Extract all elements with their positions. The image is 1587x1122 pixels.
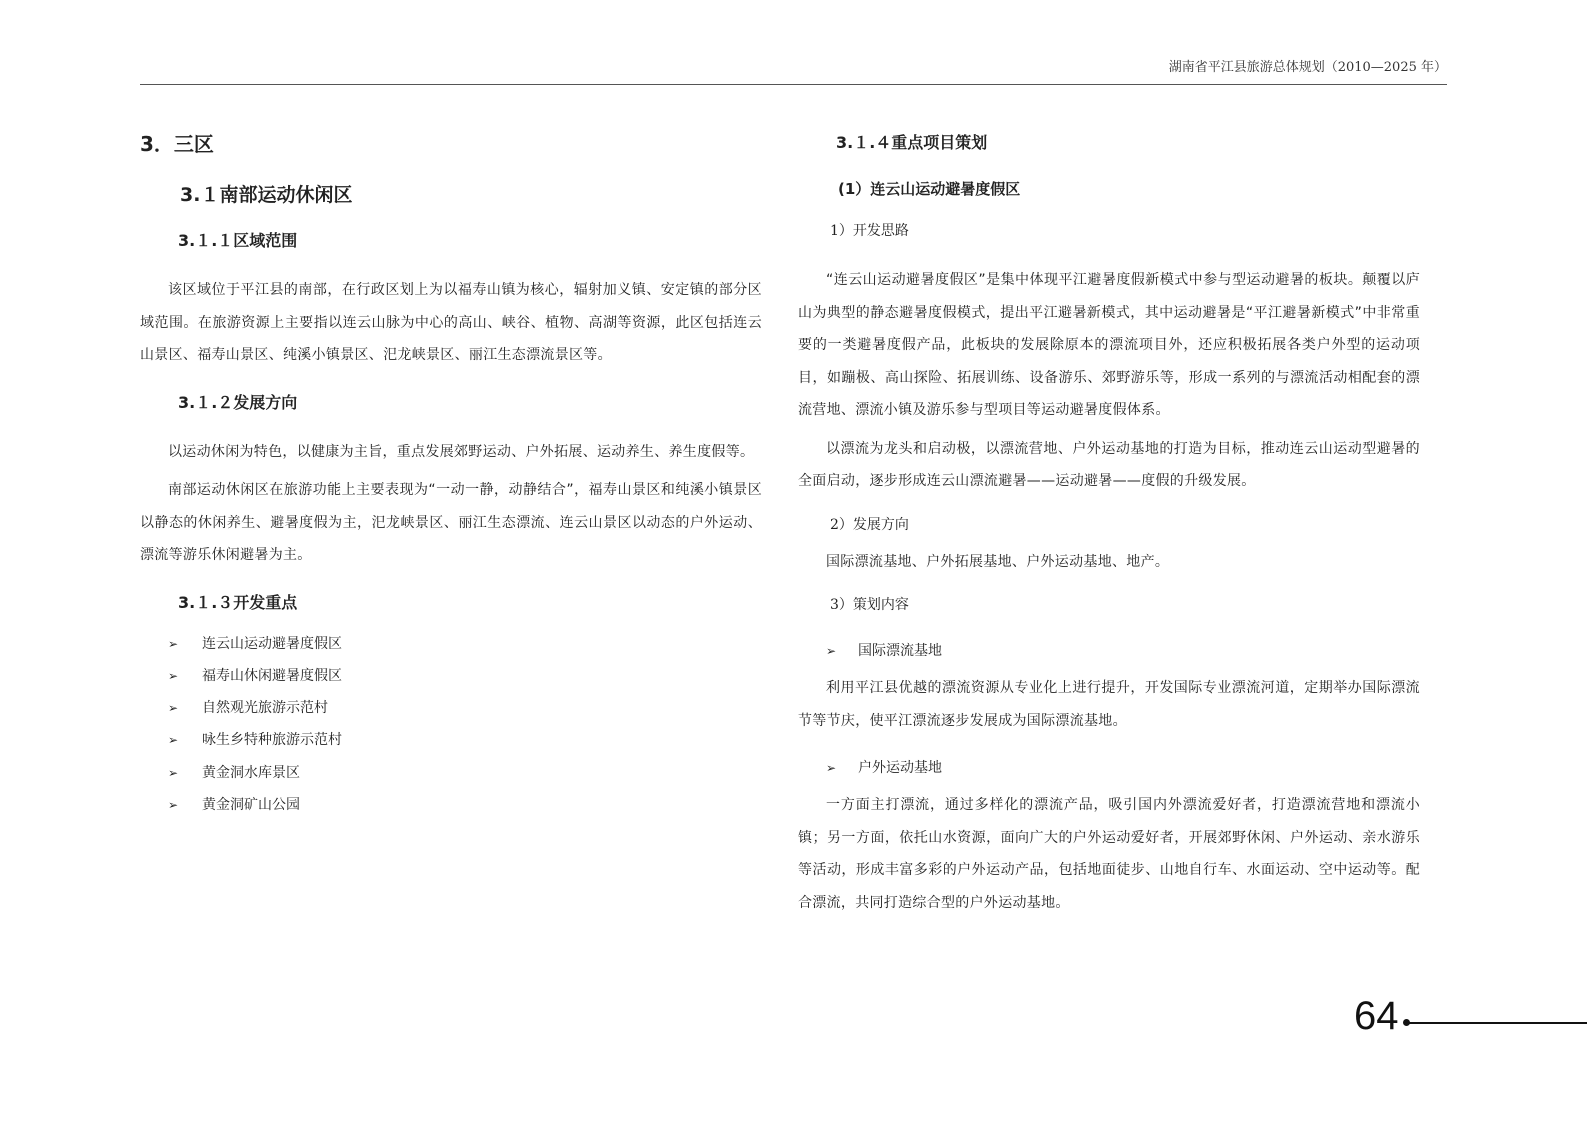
item-title-development-idea: 1）开发思路 — [830, 223, 909, 239]
subsection-title: 3.１南部运动休闲区 — [180, 184, 353, 206]
document-header-title: 湖南省平江县旅游总体规划（2010—2025 年） — [1168, 60, 1447, 75]
paragraph-direction: 国际漂流基地、户外拓展基地、户外运动基地、地产。 — [826, 553, 1170, 570]
section-title: 3．三区 — [140, 132, 214, 156]
paragraph-region-scope: 该区域位于平江县的南部，在行政区划上为以福寿山镇为核心，辐射加义镇、安定镇的部分区域范围。在旅游资源上主要指以连云山脉为中心的高山、峡谷、植物、高湖等资源，此区包括连云山景区、福寿山景区、纯溪小镇景区、汜龙峡景区、丽江生态漂流景区等。 — [140, 282, 762, 363]
arrow-bullet-icon: ➢ — [826, 761, 837, 775]
paragraph-development-idea-2: 以漂流为龙头和启动极，以漂流营地、户外运动基地的打造为目标，推动连云山运动型避暑的全面启动，逐步形成连云山漂流避暑——运动避暑——度假的升级发展。 — [798, 440, 1420, 489]
arrow-bullet-icon: ➢ — [168, 797, 179, 812]
paragraph-development-idea-1: “连云山运动避暑度假区”是集中体现平江避暑度假新模式中参与型运动避暑的板块。颠覆以庐山为典型的静态避暑度假模式，提出平江避暑新模式，其中运动避暑是“平江避暑新模式”中非常重要的一类避暑度假产品，此板块的发展除原本的漂流项目外，还应积极拓展各类户外型的运动项目，如蹦极、高山探险、拓展训练、设备游乐、郊野游乐等，形成一系列的与漂流活动相配套的漂流营地、漂流小镇及游乐参与型项目等运动避暑度假体系。 — [798, 272, 1420, 418]
list-item: ➢ 黄金洞水库景区 — [140, 757, 762, 789]
paragraph-international-rafting: 利用平江县优越的漂流资源从专业化上进行提升，开发国际专业漂流河道，定期举办国际漂流节等节庆，使平江漂流逐步发展成为国际漂流基地。 — [798, 680, 1420, 729]
list-item: ➢ 黄金洞矿山公园 — [140, 789, 762, 821]
arrow-bullet-icon: ➢ — [826, 644, 837, 658]
page-number: 64 — [1354, 994, 1399, 1038]
sub-item-international-rafting: ➢ 国际漂流基地 — [798, 636, 1420, 666]
arrow-bullet-icon: ➢ — [168, 636, 179, 651]
arrow-bullet-icon: ➢ — [168, 765, 179, 780]
sub-item-outdoor-base: ➢ 户外运动基地 — [798, 753, 1420, 783]
page-number-rule — [1406, 1022, 1587, 1024]
project-title: (1）连云山运动避暑度假区 — [838, 180, 1021, 198]
right-column — [798, 118, 1420, 919]
arrow-bullet-icon: ➢ — [168, 733, 179, 748]
heading-3-1-3: 3.１.３开发重点 — [178, 592, 298, 612]
arrow-bullet-icon: ➢ — [168, 701, 179, 716]
list-item: ➢ 自然观光旅游示范村 — [140, 692, 762, 724]
list-item: ➢ 连云山运动避暑度假区 — [140, 628, 762, 660]
heading-3-1-1: 3.１.１区域范围 — [178, 231, 298, 250]
development-focus-list — [140, 628, 762, 822]
item-title-plan-content: 3）策划内容 — [830, 597, 909, 613]
heading-3-1-4: 3.１.４重点项目策划 — [836, 133, 988, 152]
paragraph-outdoor-base: 一方面主打漂流，通过多样化的漂流产品，吸引国内外漂流爱好者，打造漂流营地和漂流小镇；另一方面，依托山水资源，面向广大的户外运动爱好者，开展郊野休闲、户外运动、亲水游乐等活动，形成丰富多彩的户外运动产品，包括地面徒步、山地自行车、水面运动、空中运动等。配合漂流，共同打造综合型的户外运动基地。 — [798, 797, 1420, 911]
arrow-bullet-icon: ➢ — [168, 668, 179, 683]
header-divider — [140, 84, 1447, 85]
paragraph-direction-1: 以运动休闲为特色，以健康为主旨，重点发展郊野运动、户外拓展、运动养生、养生度假等。 — [168, 443, 755, 460]
list-item: ➢ 福寿山休闲避暑度假区 — [140, 660, 762, 692]
paragraph-direction-2: 南部运动休闲区在旅游功能上主要表现为“一动一静，动静结合”，福寿山景区和纯溪小镇景区以静态的休闲养生、避暑度假为主，汜龙峡景区、丽江生态漂流、连云山景区以动态的户外运动、漂流等游乐休闲避暑为主。 — [140, 482, 762, 563]
heading-3-1-2: 3.１.２发展方向 — [178, 392, 298, 412]
left-column — [140, 118, 762, 821]
item-title-direction: 2）发展方向 — [830, 516, 909, 533]
list-item: ➢ 咏生乡特种旅游示范村 — [140, 724, 762, 756]
